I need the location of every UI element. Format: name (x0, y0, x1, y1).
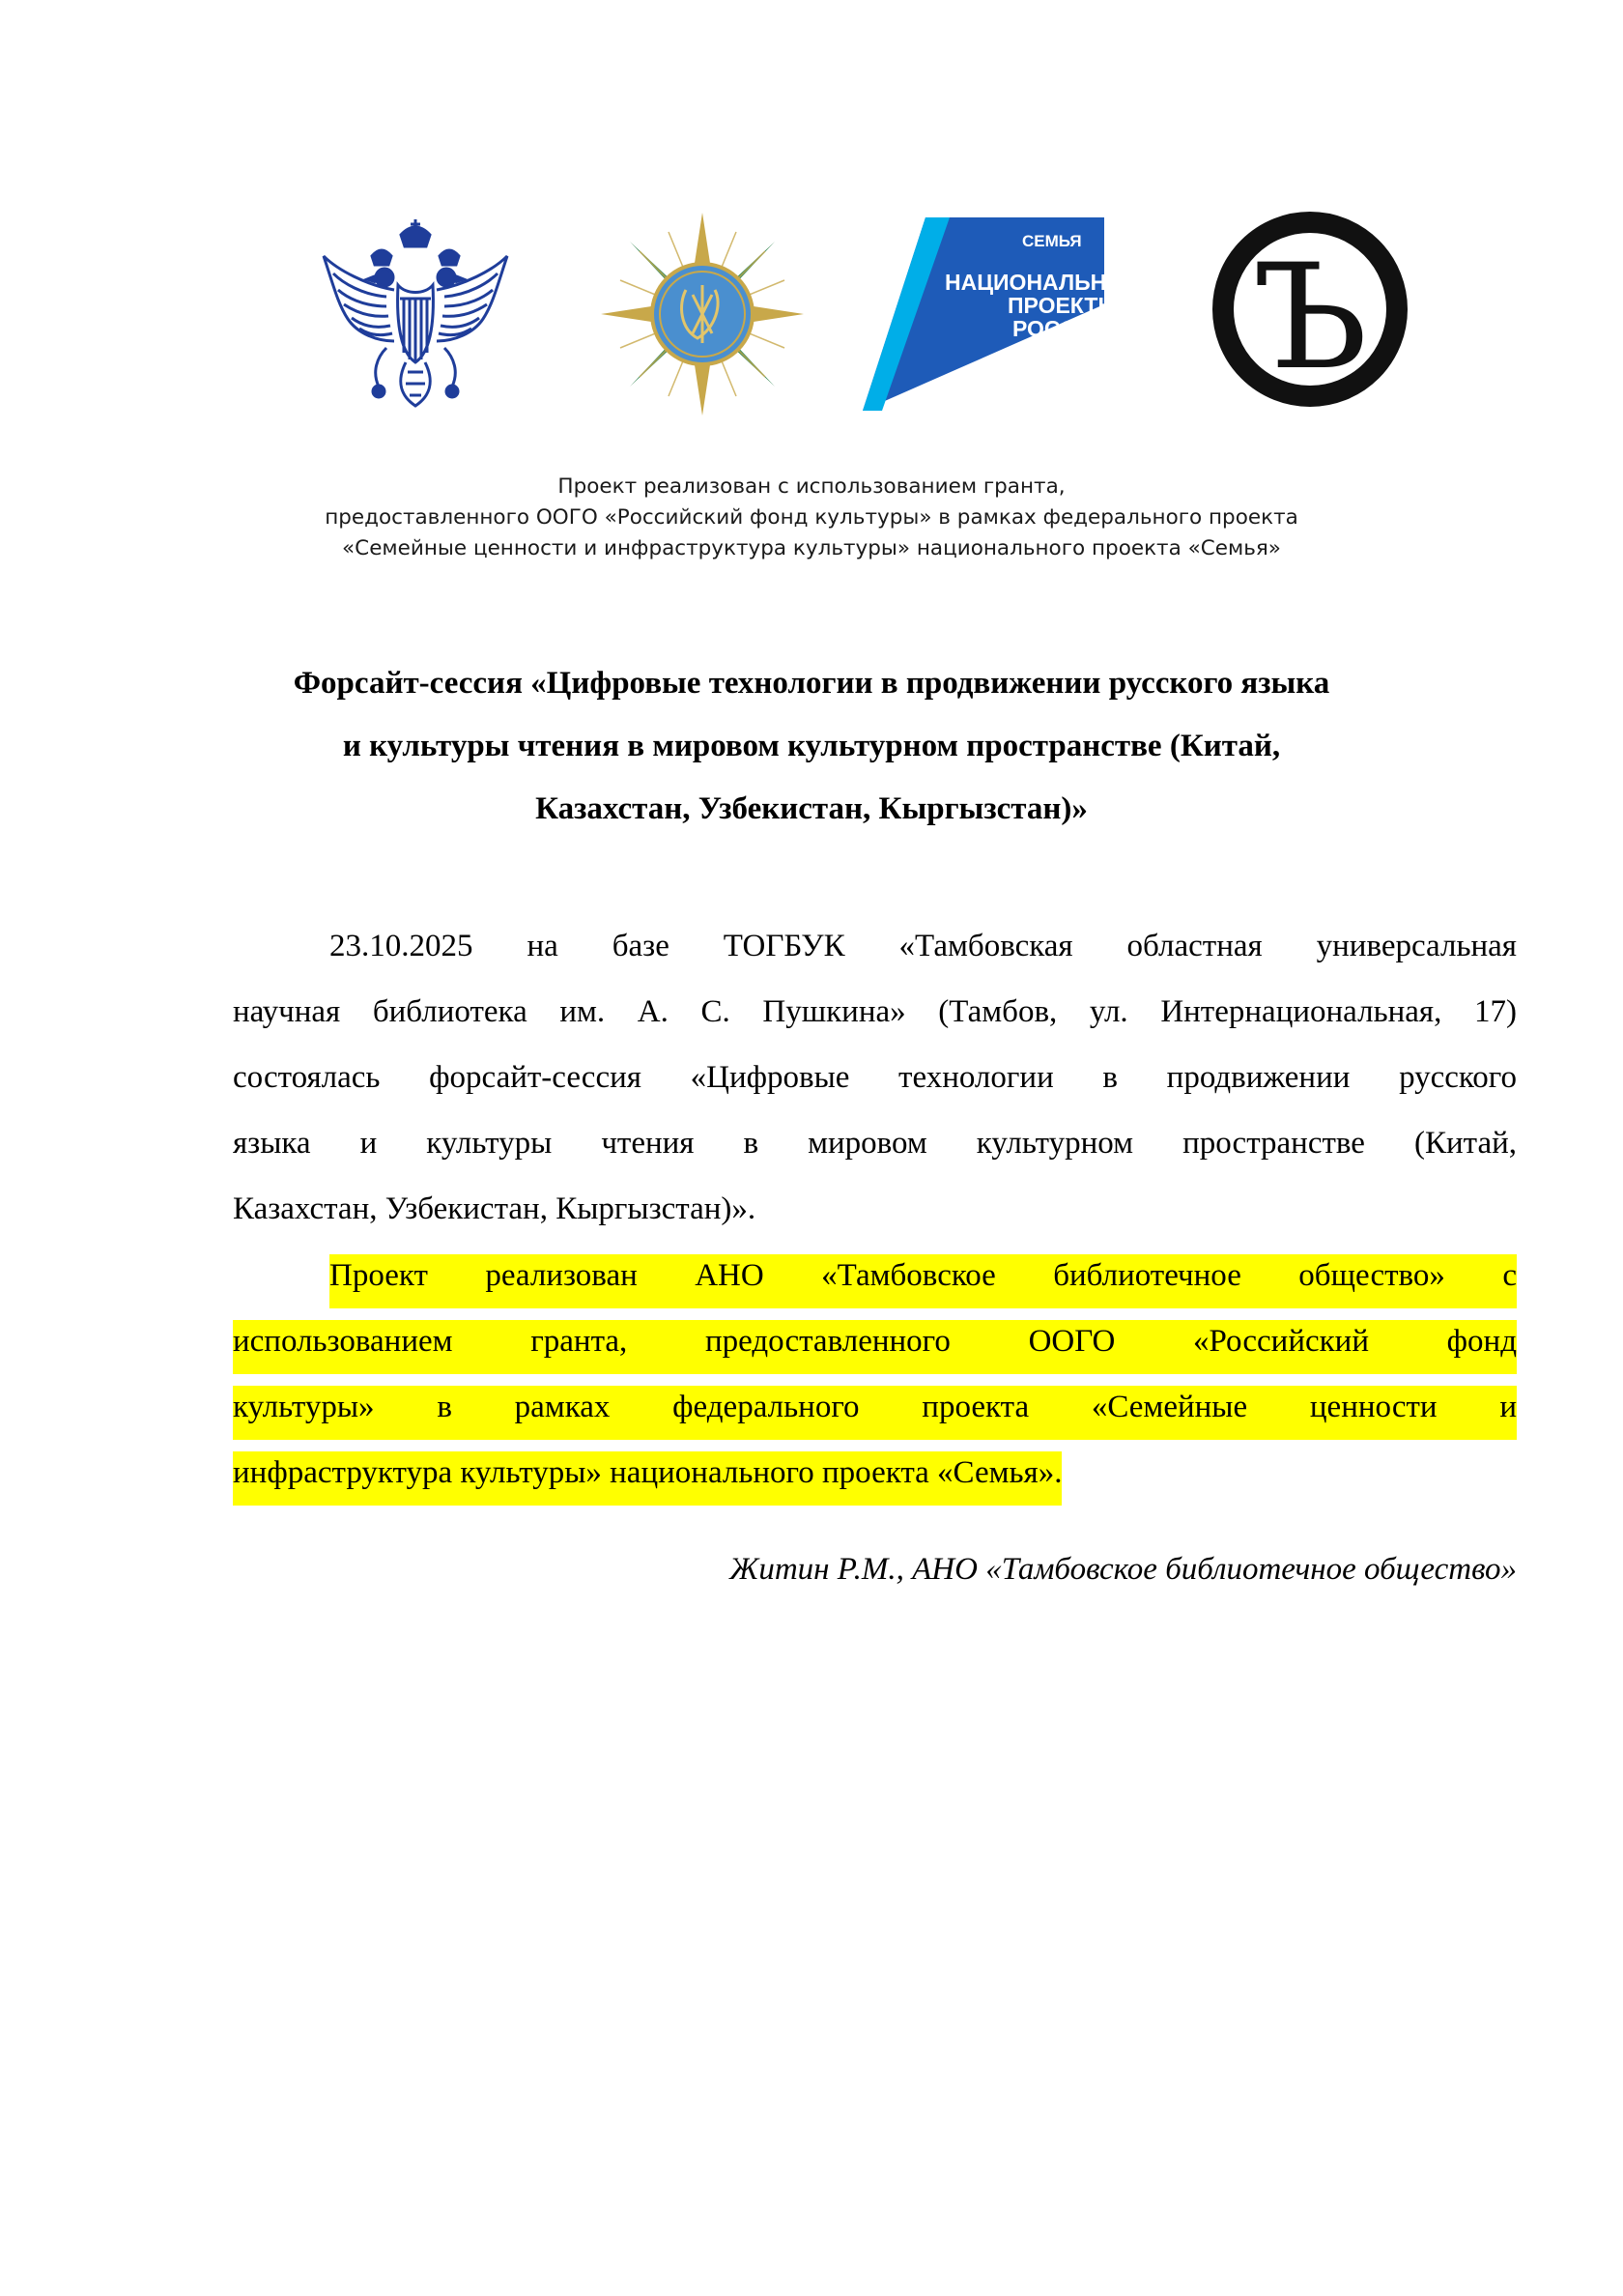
highlight-text: инфраструктура культуры» национального проекта «Семья». (233, 1451, 1062, 1506)
paragraph-line: языка и культуры чтения в мировом культурном пространстве (Китай, (233, 1126, 1517, 1161)
np-line-projects: ПРОЕКТЫ (1008, 293, 1120, 318)
author-signature: Житин Р.М., АНО «Тамбовское библиотечное общество» (729, 1552, 1517, 1587)
grant-note (232, 472, 1391, 564)
highlight-text: использованием гранта, предоставленного ООГО «Российский фонд (233, 1320, 1517, 1374)
np-line-national: НАЦИОНАЛЬНЫЕ (945, 270, 1144, 295)
highlighted-line (233, 1243, 1517, 1308)
highlight-text: культуры» в рамках федерального проекта «Семейные ценности и (233, 1386, 1517, 1440)
paragraph-line: Казахстан, Узбекистан, Кыргызстан)». (233, 1191, 756, 1226)
paragraph-grant-highlighted (233, 1243, 1517, 1506)
grant-note-line: «Семейные ценности и инфраструктура культуры» национального проекта «Семья» (342, 536, 1281, 560)
document-title (193, 652, 1430, 841)
paragraph-event (233, 913, 1517, 1242)
national-projects-logo-icon (858, 213, 1144, 416)
paragraph-line: 23.10.2025 на базе ТОГБУК «Тамбовская областная универсальная (329, 929, 1517, 963)
np-family-label: СЕМЬЯ (1022, 232, 1082, 250)
np-line-russia: РОССИИ (1012, 316, 1109, 341)
tambov-library-society-logo-icon (1211, 208, 1414, 411)
highlighted-line (233, 1308, 1517, 1374)
paragraph-line: научная библиотека им. А. С. Пушкина» (Тамбов, ул. Интернациональная, 17) (233, 994, 1517, 1029)
highlighted-line (233, 1440, 1517, 1506)
grant-note-line: предоставленного ООГО «Российский фонд культуры» в рамках федерального проекта (325, 505, 1298, 530)
title-line: и культуры чтения в мировом культурном пространстве (Китай, (342, 729, 1281, 763)
title-line: Казахстан, Узбекистан, Кыргызстан)» (535, 791, 1088, 826)
ministry-of-culture-eagle-emblem-icon (319, 217, 512, 420)
title-line: Форсайт-сессия «Цифровые технологии в продвижении русского языка (293, 666, 1330, 701)
highlighted-line (233, 1374, 1517, 1440)
paragraph-line: состоялась форсайт-сессия «Цифровые технологии в продвижении русского (233, 1060, 1517, 1095)
highlight-text: Проект реализован АНО «Тамбовское библиотечное общество» с (329, 1254, 1517, 1308)
russian-culture-fund-star-emblem-icon (601, 213, 804, 416)
tbo-glyph: Ъ (1252, 234, 1368, 402)
logo-row (0, 203, 1623, 435)
grant-note-line: Проект реализован с использованием гранта, (557, 474, 1066, 499)
